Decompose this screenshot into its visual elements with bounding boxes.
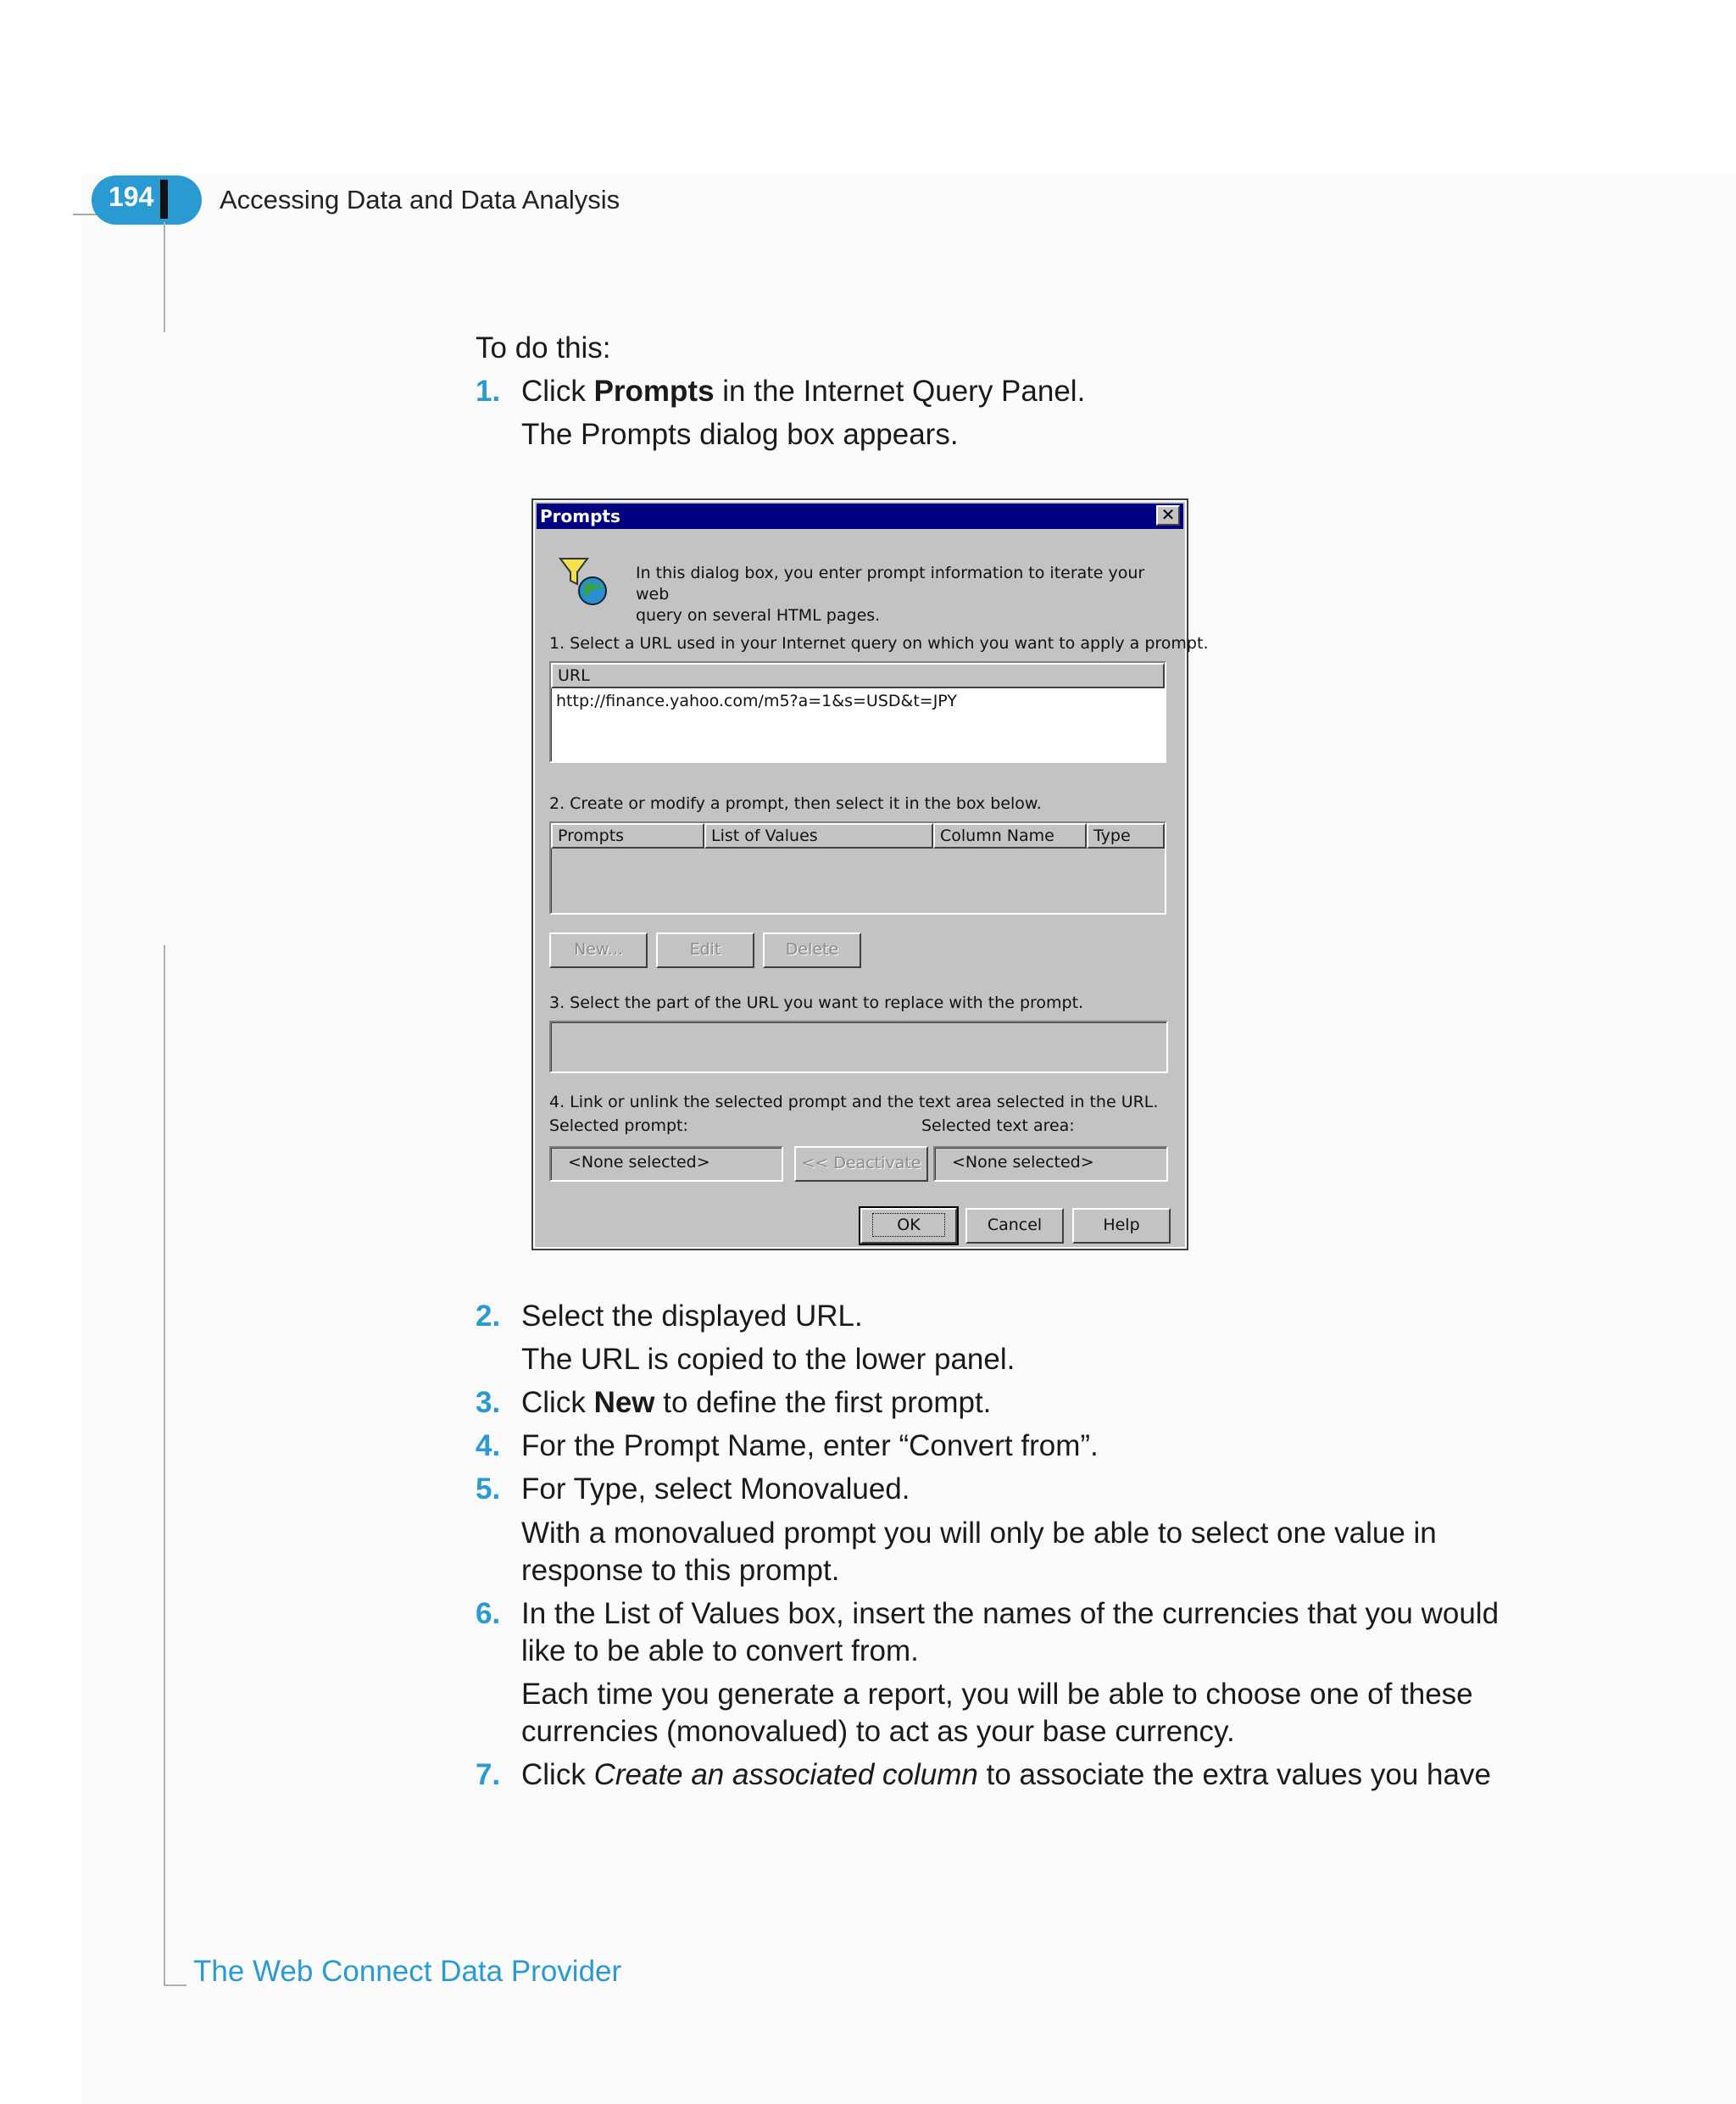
selected-text-area-field[interactable] — [933, 1146, 1168, 1182]
selected-text-area-value: <None selected> — [952, 1153, 1094, 1172]
step-text: like to be able to convert from. — [521, 1634, 919, 1667]
running-header: Accessing Data and Data Analysis — [220, 185, 620, 214]
step-number: 1. — [476, 375, 501, 408]
step-result: The URL is copied to the lower panel. — [521, 1343, 1015, 1376]
step-text: For Type, select Monovalued. — [521, 1472, 910, 1506]
delete-button[interactable]: Delete — [763, 932, 861, 968]
selected-prompt-field[interactable] — [549, 1146, 783, 1182]
running-footer: The Web Connect Data Provider — [193, 1955, 622, 1988]
step-result: With a monovalued prompt you will only be able to select one value in — [521, 1517, 1437, 1550]
step-text: For the Prompt Name, enter “Convert from”. — [521, 1429, 1099, 1462]
dialog-title-bar — [537, 504, 1183, 529]
step1-label: 1. Select a URL used in your Internet query on which you want to apply a prompt. — [549, 634, 1209, 653]
step2-label: 2. Create or modify a prompt, then select it in the box below. — [549, 794, 1042, 813]
step-result: response to this prompt. — [521, 1554, 840, 1587]
dialog-title: Prompts — [540, 506, 620, 526]
column-header-prompts[interactable]: Prompts — [551, 823, 704, 849]
margin-rule-top — [164, 222, 165, 332]
step-text: Click Create an associated column to associate the extra values you have — [521, 1758, 1491, 1791]
prompts-dialog — [533, 500, 1209, 1249]
funnel-globe-icon — [559, 557, 609, 608]
step-text: Select the displayed URL. — [521, 1300, 863, 1333]
selected-text-area-label: Selected text area: — [921, 1116, 1075, 1135]
step-number: 4. — [476, 1429, 501, 1462]
column-header-type[interactable]: Type — [1087, 823, 1165, 849]
url-item[interactable]: http://finance.yahoo.com/m5?a=1&s=USD&t=JPY — [556, 692, 957, 710]
margin-rule-bottom — [164, 945, 165, 1986]
step-number: 5. — [476, 1472, 501, 1506]
ok-button[interactable] — [860, 1208, 957, 1244]
step3-label: 3. Select the part of the URL you want to replace with the prompt. — [549, 994, 1084, 1012]
cancel-button[interactable]: Cancel — [965, 1208, 1064, 1244]
step-number: 3. — [476, 1386, 501, 1419]
step-result: Each time you generate a report, you will be able to choose one of these — [521, 1678, 1473, 1711]
step-number: 7. — [476, 1758, 501, 1791]
step-text: Click Prompts in the Internet Query Panel. — [521, 375, 1086, 408]
step-number: 2. — [476, 1300, 501, 1333]
step-text: In the List of Values box, insert the names of the currencies that you would — [521, 1597, 1500, 1630]
dialog-intro — [636, 563, 1161, 626]
step-number: 6. — [476, 1597, 501, 1630]
new-button[interactable]: New... — [549, 932, 648, 968]
page-number: 194 — [108, 181, 154, 212]
step-result: currencies (monovalued) to act as your base currency. — [521, 1715, 1235, 1748]
step4-label: 4. Link or unlink the selected prompt and the text area selected in the URL. — [549, 1093, 1159, 1111]
selected-prompt-value: <None selected> — [568, 1153, 710, 1172]
intro-text: To do this: — [476, 331, 611, 365]
url-part-field[interactable] — [549, 1021, 1168, 1073]
close-icon[interactable]: ✕ — [1156, 505, 1180, 526]
column-header-column-name[interactable]: Column Name — [933, 823, 1087, 849]
help-button[interactable]: Help — [1072, 1208, 1171, 1244]
url-list[interactable] — [549, 661, 1166, 763]
page-number-bar — [160, 180, 168, 219]
step-text: Click New to define the first prompt. — [521, 1386, 992, 1419]
dialog-intro-line: query on several HTML pages. — [636, 606, 881, 625]
footer-rule — [164, 1984, 186, 1986]
edit-button[interactable]: Edit — [656, 932, 754, 968]
ok-label: OK — [872, 1213, 944, 1237]
deactivate-button[interactable]: << Deactivate — [794, 1146, 928, 1182]
dialog-intro-line: In this dialog box, you enter prompt information to iterate your web — [636, 564, 1145, 604]
step-result: The Prompts dialog box appears. — [521, 418, 959, 451]
selected-prompt-label: Selected prompt: — [549, 1116, 688, 1135]
prompts-list[interactable] — [549, 821, 1166, 915]
url-column-header[interactable]: URL — [551, 663, 1165, 688]
column-header-list-of-values[interactable]: List of Values — [704, 823, 933, 849]
